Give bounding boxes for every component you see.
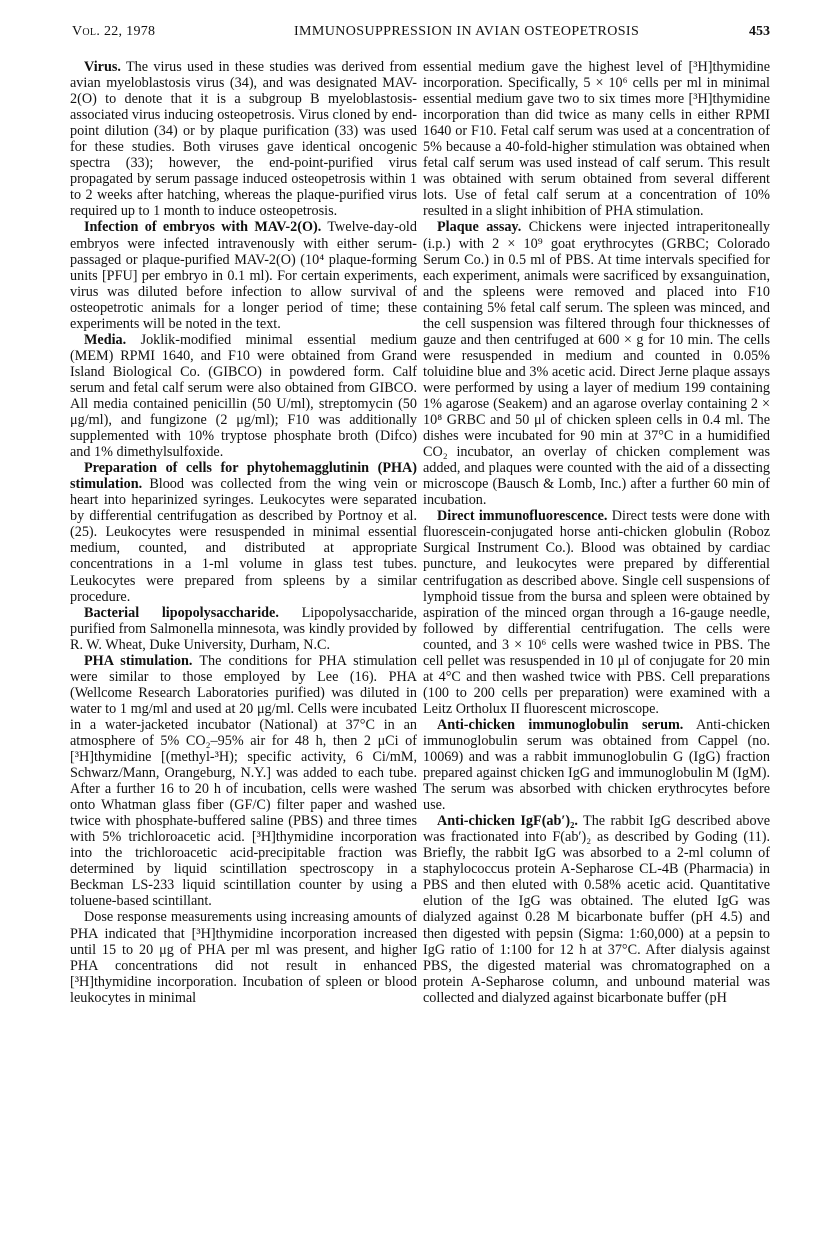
paragraph-text: Anti-chicken immunoglobulin serum was obtained from Cappel (no. 10069) and was a rabbit immunoglobulin G (IgG) fraction prepared against chicken IgG and immunoglobulin M (IgM). The serum was absorbed with chicken erythrocytes before use. xyxy=(423,716,770,814)
paragraph-text: The conditions for PHA stimulation were similar to those employed by Lee (16). PHA (Wellcome Research Laboratories purified) was diluted in water to 1 mg/ml and used at 20 μg/ml. Cells were incubated in a water-jacketed incubator (National) at 37°C in an atmosphere of 5% CO₂–95% air for 48 h, then 2 μCi of [³H]thymidine [(methyl-³H); specific activity, 6 Ci/mM, Schwarz/Mann, Orangeburg, N.Y.] was added to each tube. After a further 16 to 20 h of incubation, cells were washed onto Whatman glass fiber (GF/C) filter paper and washed twice with phosphate-buffered saline (PBS) and three times with 5% trichloroacetic acid. [³H]thymidine incorporation into the trichloroacetic acid-precipitable fraction was determined by liquid scintillation spectroscopy in a Beckman LS-233 liquid scintillation counter by using a toluene-based scintillant. xyxy=(70,652,418,910)
running-header xyxy=(72,24,770,44)
paragraph-virus xyxy=(70,59,417,219)
paragraph-preparation xyxy=(70,460,417,604)
paragraph-heading: Preparation of cells for phytohemagglutinin (PHA) stimulation. xyxy=(70,460,417,493)
paragraph-immunofluorescence xyxy=(423,508,770,717)
paragraph-text: The rabbit IgG described above was fractionated into F(ab′)₂ as described by Goding (11). Briefly, the rabbit IgG was absorbed to a 2-ml column of staphylococcus protein A-Sepharose CL-4B (Pharmacia) in PBS and then eluted with 0.58% acetic acid. Quantitative elution of the IgG was obtained. The eluted IgG was dialyzed against 0.28 M bicarbonate buffer (pH 4.5) and then digested with pepsin (Sigma: 1:60,000) at a pepsin to IgG ratio of 1:100 for 12 h at 37°C. After dialysis against PBS, the digested material was chromatographed on a protein A-Sepharose column, and unbound material was collected and dialyzed against bicarbonate buffer (pH xyxy=(423,813,770,1006)
paragraph-heading: Infection of embryos with MAV-2(O). xyxy=(84,219,322,236)
paragraph-text: Direct tests were done with fluorescein-conjugated horse anti-chicken globulin (Roboz Surgical Instrument Co.). Blood was obtained by cardiac puncture, and leukocytes were prepared by differential centrifugation as described above. Single cell suspensions of lymphoid tissue from the bursa and spleen were obtained by aspiration of the minced organ through a 16-gauge needle, followed by differential centrifugation. The cells were counted, and 3 × 10⁶ cells were washed twice in PBS. The cell pellet was resuspended in 10 μl of conjugate for 20 min at 4°C and then washed twice with PBS. Cell preparations (100 to 200 cells per preparation) were examined with a Leitz Ortholux II fluorescent microscope. xyxy=(423,508,770,717)
paragraph-dose-response xyxy=(70,909,417,1005)
paragraph-heading: Direct immunofluorescence. xyxy=(437,508,608,525)
paragraph-heading: Bacterial lipopolysaccharide. xyxy=(84,604,279,621)
paragraph-text: Joklik-modified minimal essential medium (MEM) RPMI 1640, and F10 were obtained from Grand Island Biological Co. (GIBCO) in powdered form. Calf serum and fetal calf serum were also obtained from GIBCO. All media contained penicillin (50 U/ml), streptomycin (50 μg/ml), and fungizone (2 μg/ml); F10 was additionally supplemented with 10% tryptose phosphate broth (Difco) and 1% dimethylsulfoxide. xyxy=(70,331,417,461)
running-title: IMMUNOSUPPRESSION IN AVIAN OSTEOPETROSIS xyxy=(294,24,640,39)
paragraph-heading: Virus. xyxy=(84,59,121,75)
paragraph-heading: Plaque assay. xyxy=(437,219,522,236)
paragraph-lps xyxy=(70,605,417,653)
paragraph-fab xyxy=(423,813,770,1006)
paragraph-text: Twelve-day-old embryos were infected intravenously with either serum-passaged or plaque-purified MAV-2(O) (10⁴ plaque-forming units [PFU] per embryo in 0.1 ml). For certain experiments, virus was diluted before infection to allow survival of osteopetrotic animals for a longer period of time; these experiments will be noted in the text. xyxy=(70,219,417,332)
page-number: 453 xyxy=(749,24,770,39)
paragraph-text: Lipopolysaccharide, purified from Salmonella minnesota, was kindly provided by R. W. Wheat, Duke University, Durham, N.C. xyxy=(70,604,417,653)
paragraph-text: essential medium gave the highest level of [³H]thymidine incorporation. Specifically, 5 × 10⁶ cells per ml in minimal essential medium gave two to six times more [³H]thymidine incorporation than did twice as many cells in either RPMI 1640 or F10. Fetal calf serum was used at a concentration of 5% because a 40-fold-higher stimulation was obtained when fetal calf serum was used instead of calf serum. This result was obtained with serum obtained from several different lots. Use of fetal calf serum at a concentration of 10% resulted in a slight inhibition of PHA stimulation. xyxy=(423,59,770,220)
paragraph-text: Dose response measurements using increasing amounts of PHA indicated that [³H]thymidine incorporation increased until 15 to 20 μg of PHA per ml was present, and higher PHA concentrations did not result in enhanced [³H]thymidine incorporation. Incubation of spleen or blood leukocytes in minimal xyxy=(70,909,417,1006)
right-column xyxy=(423,59,770,1006)
paragraph-continued xyxy=(423,59,770,219)
paragraph-heading: Anti-chicken IgF(ab′)₂. xyxy=(437,813,578,830)
left-column xyxy=(70,59,417,1006)
paragraph-plaque-assay xyxy=(423,219,770,508)
paragraph-text: Blood was collected from the wing vein or heart into heparinized syringes. Leukocytes were separated by differential centrifugation as described by Portnoy et al. (25). Leukocytes were resuspended in minimal essential medium, counted, and distributed at appropriate concentrations in a 1-ml volume in glass test tubes. Leukocytes were prepared from spleens by a similar procedure. xyxy=(70,476,417,605)
paragraph-infection xyxy=(70,219,417,331)
paragraph-text: The virus used in these studies was derived from avian myeloblastosis virus (34), and was designated MAV-2(O) to denote that it is a subgroup B myeloblastosis-associated virus inducing osteopetrosis. Virus cloned by end-point dilution (34) or by plaque purification (33) was used for these studies. Both viruses gave identical oncogenic spectra (33); however, the end-point-purified virus propagated by serum passage induced osteopetrosis within 1 to 2 weeks after hatching, whereas the plaque-purified virus required up to 1 month to induce osteopetrosis. xyxy=(70,59,417,220)
paragraph-anti-chicken-serum xyxy=(423,717,770,813)
paragraph-heading: Media. xyxy=(84,331,127,348)
paragraph-media xyxy=(70,332,417,460)
volume-label: Vol. 22, 1978 xyxy=(72,24,156,39)
paragraph-heading: Anti-chicken immunoglobulin serum. xyxy=(437,716,684,733)
paragraph-text: Chickens were injected intraperitoneally (i.p.) with 2 × 10⁹ goat erythrocytes (GRBC; Colorado Serum Co.) in 0.5 ml of PBS. At time intervals specified for each experiment, animals were sacrificed by exsanguination, and the spleens were removed and placed into F10 containing 5% fetal calf serum. The spleen was minced, and the cell suspension was filtered through four thicknesses of gauze and then centrifuged at 600 × g for 10 min. The cells were resuspended in medium and counted in 0.05% toluidine blue and 3% acetic acid. Direct Jerne plaque assays were performed by using a layer of medium 199 containing 1% agarose (Seakem) and an agarose overlay containing 2 × 10⁸ GRBC and 50 μl of chicken spleen cells in 0.4 ml. The dishes were incubated for 90 min at 37°C in a humidified CO₂ incubator, an overlay of chicken complement was added, and plaques were counted with the aid of a dissecting microscope (Bausch & Lomb, Inc.) after a further 60 min of incubation. xyxy=(423,219,771,509)
paragraph-heading: PHA stimulation. xyxy=(84,652,193,669)
paragraph-pha xyxy=(70,653,417,910)
